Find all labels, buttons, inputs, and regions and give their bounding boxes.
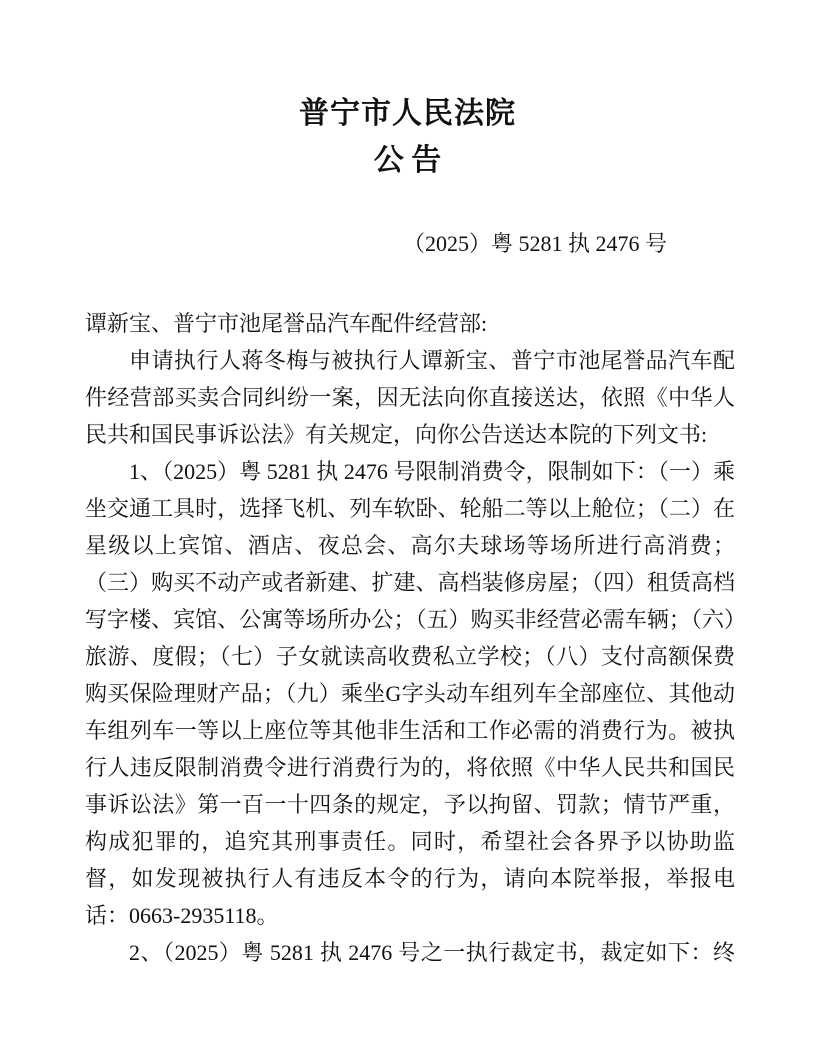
case-number: （2025）粤 5281 执 2476 号 (402, 231, 667, 256)
body-paragraph-intro: 申请执行人蒋冬梅与被执行人谭新宝、普宁市池尾誉品汽车配件经营部买卖合同纠纷一案，因无法向你直接送达，依照《中华人民共和国民事诉讼法》有关规定，向你公告送达本院的下列文书: (85, 348, 735, 447)
document-body (85, 305, 735, 971)
court-name-title: 普宁市人民法院 (299, 97, 516, 130)
document-type-heading: 公 告 (373, 144, 442, 177)
body-paragraph-consumption-restriction-order: 1、（2025）粤 5281 执 2476 号限制消费令，限制如下：（一）乘坐交通工具时，选择飞机、列车软卧、轮船二等以上舱位；（二）在星级以上宾馆、酒店、夜总会、高尔夫球场等场所进行高消费；（三）购买不动产或者新建、扩建、高档装修房屋；（四）租赁高档写字楼、宾馆、公寓等场所办公；（五）购买非经营必需车辆；（六）旅游、度假；（七）子女就读高收费私立学校；（八）支付高额保费购买保险理财产品；（九）乘坐G字头动车组列车全部座位、其他动车组列车一等以上座位等其他非生活和工作必需的消费行为。被执行人违反限制消费令进行消费行为的，将依照《中华人民共和国民事诉讼法》第一百一十四条的规定，予以拘留、罚款；情节严重，构成犯罪的，追究其刑事责任。同时，希望社会各界予以协助监督，如发现被执行人有违反本令的行为，请向本院举报，举报电话：0663-2935118。 (85, 459, 735, 928)
addressee-line: 谭新宝、普宁市池尾誉品汽车配件经营部: (85, 311, 488, 336)
body-paragraph-execution-ruling: 2、（2025）粤 5281 执 2476 号之一执行裁定书，裁定如下：终 (129, 940, 735, 965)
